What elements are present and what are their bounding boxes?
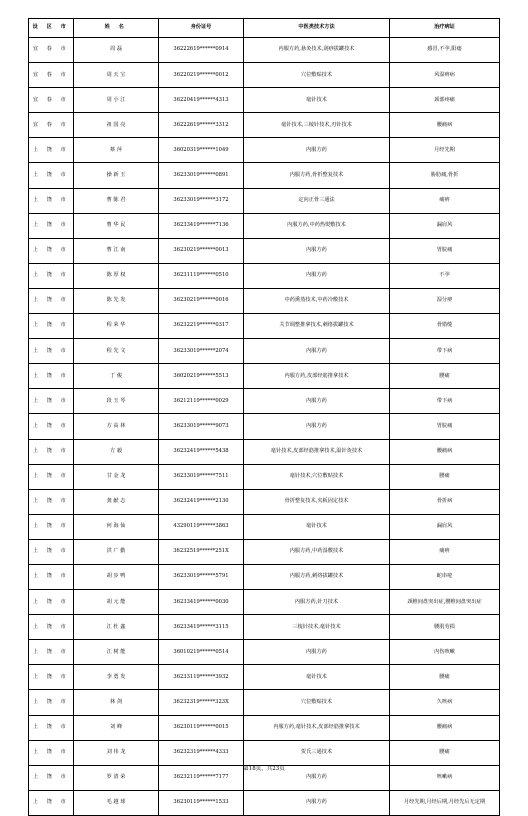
method-cell: 毫针技术,皮部经筋推拿技术,温针灸技术 (244, 439, 390, 464)
table-row (29, 389, 500, 414)
table-row (29, 288, 500, 313)
method-cell: 内服方药,刺络拔罐技术 (244, 564, 390, 589)
method-cell: 毫针技术,穴位敷贴技术 (244, 464, 390, 489)
condition-cell: 腰痛 (390, 665, 500, 690)
name-cell: 何 海 仙 (74, 514, 159, 539)
header-district: 设 区 市 (29, 19, 74, 38)
method-cell: 内服方药,中药湿敷技术 (244, 539, 390, 564)
name-cell: 龚 献 志 (74, 489, 159, 514)
district-cell: 宜 春 市 (29, 88, 74, 113)
method-cell: 骨折整复技术,夹板固定技术 (244, 489, 390, 514)
condition-cell: 胁肋痛,骨折 (390, 163, 500, 188)
id-number-cell: 36220219******0012 (159, 63, 244, 88)
table-row (29, 88, 500, 113)
id-number-cell: 36232119******7177 (159, 765, 244, 790)
header-tcm-method: 中医类技术方法 (244, 19, 390, 38)
condition-cell: 腰痛 (390, 740, 500, 765)
table-row (29, 113, 500, 138)
method-cell: 中药熏蒸技术,中药冷敷技术 (244, 288, 390, 313)
id-number-cell: 36230119******1533 (159, 790, 244, 815)
table-row (29, 464, 500, 489)
id-number-cell: 36232219******0317 (159, 314, 244, 339)
condition-cell: 内伤咳嗽 (390, 640, 500, 665)
condition-cell: 蛇串疮 (390, 564, 500, 589)
table-row (29, 238, 500, 263)
district-cell: 上 饶 市 (29, 238, 74, 263)
district-cell: 上 饶 市 (29, 615, 74, 640)
district-cell: 上 饶 市 (29, 665, 74, 690)
id-number-cell: 36230219******0016 (159, 288, 244, 313)
id-number-cell: 36230219******0013 (159, 238, 244, 263)
table-row (29, 514, 500, 539)
district-cell: 宜 春 市 (29, 63, 74, 88)
method-cell: 贺氏三通技术 (244, 740, 390, 765)
name-cell: 蔡 萍 (74, 138, 159, 163)
condition-cell: 感冒,不孕,阳痿 (390, 38, 500, 63)
method-cell: 内服方药 (244, 263, 390, 288)
district-cell: 宜 春 市 (29, 38, 74, 63)
table-body (29, 38, 500, 816)
page-number: 第18页，共23页 (243, 766, 285, 772)
id-number-cell: 36233019******7511 (159, 464, 244, 489)
id-number-cell: 36222619******3312 (159, 113, 244, 138)
id-number-cell: 36233019******3172 (159, 188, 244, 213)
id-number-cell: 36220419******4313 (159, 88, 244, 113)
practitioner-table (28, 18, 500, 816)
name-cell: 周 磊 (74, 38, 159, 63)
id-number-cell: 36232319******4333 (159, 740, 244, 765)
id-number-cell: 36232519******251X (159, 539, 244, 564)
condition-cell: 腰痛 (390, 464, 500, 489)
method-cell: 穴位敷贴技术 (244, 63, 390, 88)
condition-cell: 湿分痹 (390, 288, 500, 313)
district-cell: 上 饶 市 (29, 514, 74, 539)
table-row (29, 339, 500, 364)
name-cell: 李 勇 发 (74, 665, 159, 690)
condition-cell: 颈部疼痛 (390, 88, 500, 113)
id-number-cell: 36233419******0030 (159, 590, 244, 615)
method-cell: 内服方药 (244, 765, 390, 790)
table-row (29, 740, 500, 765)
district-cell: 上 饶 市 (29, 590, 74, 615)
condition-cell: 风湿痹病 (390, 63, 500, 88)
district-cell: 上 饶 市 (29, 740, 74, 765)
id-number-cell: 36232419******2130 (159, 489, 244, 514)
name-cell: 周 小 江 (74, 88, 159, 113)
table-row (29, 38, 500, 63)
condition-cell: 不孕 (390, 263, 500, 288)
condition-cell: 颈椎间盘突出症,腰椎间盘突出症 (390, 590, 500, 615)
name-cell: 胡 元 能 (74, 590, 159, 615)
name-cell: 胡 步 鸭 (74, 564, 159, 589)
table-row (29, 138, 500, 163)
table-row (29, 188, 500, 213)
table-row (29, 314, 500, 339)
name-cell: 江 杜 鑫 (74, 615, 159, 640)
district-cell: 上 饶 市 (29, 364, 74, 389)
district-cell: 上 饶 市 (29, 389, 74, 414)
condition-cell: 月经先期 (390, 138, 500, 163)
method-cell: 关节调整推拿技术,刺络拔罐技术 (244, 314, 390, 339)
method-cell: 定向正骨三通法 (244, 188, 390, 213)
table-row (29, 665, 500, 690)
table-row (29, 640, 500, 665)
condition-cell: 带下病 (390, 389, 500, 414)
method-cell: 内服方药,悬灸技术,刮痧拔罐技术 (244, 38, 390, 63)
method-cell: 内服方药,皮部经筋推拿技术 (244, 364, 390, 389)
condition-cell: 骨折病 (390, 489, 500, 514)
table-row (29, 539, 500, 564)
method-cell: 内服方药 (244, 414, 390, 439)
district-cell: 上 饶 市 (29, 690, 74, 715)
id-number-cell: 36233419******3115 (159, 615, 244, 640)
district-cell: 上 饶 市 (29, 138, 74, 163)
name-cell: 丁 俊 (74, 364, 159, 389)
method-cell: 内服方药,中药热熨敷技术 (244, 213, 390, 238)
name-cell: 曹 陈 君 (74, 188, 159, 213)
condition-cell: 月经先期,月经后期,月经先后无定期 (390, 790, 500, 815)
table-row (29, 489, 500, 514)
table-row (29, 715, 500, 740)
table-row (29, 163, 500, 188)
district-cell: 上 饶 市 (29, 288, 74, 313)
name-cell: 曹 江 南 (74, 238, 159, 263)
condition-cell: 腰痛病 (390, 113, 500, 138)
id-number-cell: 36233019******0891 (159, 163, 244, 188)
table-row (29, 414, 500, 439)
id-number-cell: 36212119******0029 (159, 389, 244, 414)
condition-cell: 胃脘痛 (390, 414, 500, 439)
method-cell: 内服方药 (244, 389, 390, 414)
id-number-cell: 36232419******5438 (159, 439, 244, 464)
method-cell: 内服方药,毫针技术,皮部经筋推拿技术 (244, 715, 390, 740)
condition-cell: 带下病 (390, 339, 500, 364)
condition-cell: 漏肩风 (390, 514, 500, 539)
district-cell: 上 饶 市 (29, 339, 74, 364)
table-row (29, 690, 500, 715)
condition-cell: 腰痛病 (390, 439, 500, 464)
id-number-cell: 36233419******7136 (159, 213, 244, 238)
district-cell: 宜 春 市 (29, 113, 74, 138)
district-cell: 上 饶 市 (29, 263, 74, 288)
name-cell: 程 荣 华 (74, 314, 159, 339)
id-number-cell: 36230119******0015 (159, 715, 244, 740)
name-cell: 方 毅 (74, 439, 159, 464)
method-cell: 毫针技术 (244, 514, 390, 539)
name-cell: 林 剑 (74, 690, 159, 715)
table-header-row (29, 19, 500, 38)
district-cell: 上 饶 市 (29, 439, 74, 464)
name-cell: 罗 清 荣 (74, 765, 159, 790)
id-number-cell: 36020219******5513 (159, 364, 244, 389)
name-cell: 甘 金 龙 (74, 464, 159, 489)
condition-cell: 胃脘痛 (390, 238, 500, 263)
district-cell: 上 饶 市 (29, 314, 74, 339)
table-row (29, 63, 500, 88)
condition-cell: 腰痛 (390, 364, 500, 389)
condition-cell: 腰痛病 (390, 715, 500, 740)
table-row (29, 790, 500, 815)
name-cell: 陈 先 发 (74, 288, 159, 313)
name-cell: 刘 峰 (74, 715, 159, 740)
district-cell: 上 饶 市 (29, 489, 74, 514)
condition-cell: 骨错缝 (390, 314, 500, 339)
method-cell: 毫针技术 (244, 665, 390, 690)
id-number-cell: 43290119******3863 (159, 514, 244, 539)
name-cell: 操 新 玉 (74, 163, 159, 188)
district-cell: 上 饶 市 (29, 163, 74, 188)
district-cell: 上 饶 市 (29, 539, 74, 564)
method-cell: 内服方药 (244, 238, 390, 263)
id-number-cell: 36231119******0510 (159, 263, 244, 288)
id-number-cell: 36233119******3932 (159, 665, 244, 690)
condition-cell: 痛痹 (390, 188, 500, 213)
method-cell: 内服方药 (244, 138, 390, 163)
condition-cell: 腰肌劳损 (390, 615, 500, 640)
name-cell: 段 玉 琴 (74, 389, 159, 414)
district-cell: 上 饶 市 (29, 715, 74, 740)
name-cell: 江 树 能 (74, 640, 159, 665)
name-cell: 祖 国 亮 (74, 113, 159, 138)
id-number-cell: 36222619******0914 (159, 38, 244, 63)
name-cell: 周 天 宝 (74, 63, 159, 88)
name-cell: 陈 厚 权 (74, 263, 159, 288)
district-cell: 上 饶 市 (29, 414, 74, 439)
name-cell: 方 高 林 (74, 414, 159, 439)
table-row (29, 364, 500, 389)
id-number-cell: 36233019******2074 (159, 339, 244, 364)
header-condition: 治疗病证 (390, 19, 500, 38)
district-cell: 上 饶 市 (29, 640, 74, 665)
id-number-cell: 36232319******323X (159, 690, 244, 715)
method-cell: 内服方药,骨折整复技术 (244, 163, 390, 188)
method-cell: 内服方药 (244, 790, 390, 815)
district-cell: 上 饶 市 (29, 790, 74, 815)
name-cell: 毛 越 球 (74, 790, 159, 815)
name-cell: 刘 伟 龙 (74, 740, 159, 765)
id-number-cell: 36020319******1049 (159, 138, 244, 163)
name-cell: 程 先 文 (74, 339, 159, 364)
method-cell: 毫针技术 (244, 88, 390, 113)
name-cell: 曹 华 民 (74, 213, 159, 238)
header-id-number: 身份证号 (159, 19, 244, 38)
id-number-cell: 36233019******5791 (159, 564, 244, 589)
method-cell: 内服方药 (244, 640, 390, 665)
table-row (29, 439, 500, 464)
table-row (29, 615, 500, 640)
table-row (29, 590, 500, 615)
district-cell: 上 饶 市 (29, 464, 74, 489)
method-cell: 三棱针技术,毫针技术 (244, 615, 390, 640)
district-cell: 上 饶 市 (29, 188, 74, 213)
table-row (29, 263, 500, 288)
table-row (29, 564, 500, 589)
method-cell: 穴位敷贴技术 (244, 690, 390, 715)
district-cell: 上 饶 市 (29, 564, 74, 589)
header-name: 姓 名 (74, 19, 159, 38)
condition-cell: 久咳病 (390, 690, 500, 715)
id-number-cell: 36233019******9073 (159, 414, 244, 439)
condition-cell: 漏肩风 (390, 213, 500, 238)
method-cell: 内服方药 (244, 339, 390, 364)
table-row (29, 213, 500, 238)
district-cell: 上 饶 市 (29, 213, 74, 238)
name-cell: 洪 广 勤 (74, 539, 159, 564)
method-cell: 毫针技术,三棱针技术,刃针技术 (244, 113, 390, 138)
condition-cell: 咳嗽病 (390, 765, 500, 790)
id-number-cell: 36010219******0514 (159, 640, 244, 665)
district-cell: 上 饶 市 (29, 765, 74, 790)
condition-cell: 痛痹 (390, 539, 500, 564)
method-cell: 内服方药,针刀技术 (244, 590, 390, 615)
